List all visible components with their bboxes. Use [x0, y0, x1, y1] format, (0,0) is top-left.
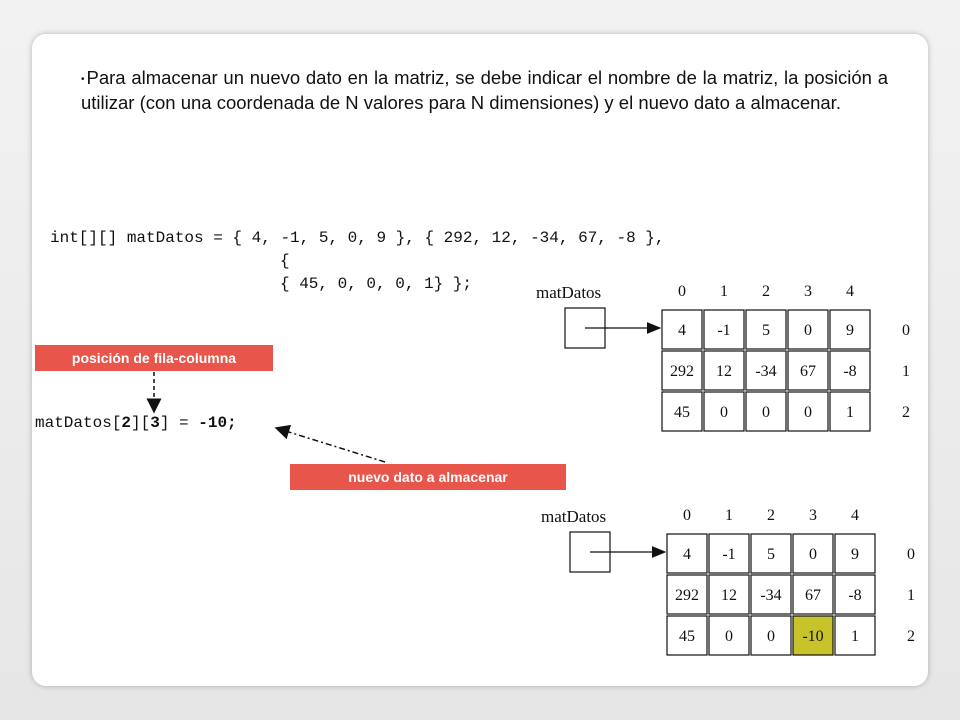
assign-prefix: matDatos[	[35, 414, 122, 432]
matrix-cell-r0-c1	[709, 534, 749, 573]
matrix-cell-r2-c2	[751, 616, 791, 655]
matrix-cell-r1-c0	[662, 351, 702, 390]
svg-text:67: 67	[800, 363, 816, 380]
matrix-cell-r2-c3	[793, 616, 833, 655]
matrix-cell-r1-c3	[793, 575, 833, 614]
matrix-cell-r1-c1	[704, 351, 744, 390]
matrix-cell-r1-c4	[835, 575, 875, 614]
matrix-cell-r2-c1	[709, 616, 749, 655]
row-header-0: 0	[907, 546, 915, 563]
row-header-1: 1	[902, 363, 910, 380]
svg-text:-10: -10	[802, 628, 824, 645]
new-value-arrow	[276, 428, 385, 462]
matrix-cell-r0-c3	[788, 310, 828, 349]
column-header-4: 4	[846, 283, 854, 300]
matrix-cell-r1-c1	[709, 575, 749, 614]
svg-text:-34: -34	[755, 363, 777, 380]
matrix-cell-r1-c2	[751, 575, 791, 614]
assign-row-index: 2	[121, 414, 132, 432]
matrix-cell-r2-c1	[704, 392, 744, 431]
matrix-cell-r1-c2	[746, 351, 786, 390]
matrix-cell-r0-c0	[667, 534, 707, 573]
matrix-cell-r0-c1	[704, 310, 744, 349]
matrix-cell-r1-c0	[667, 575, 707, 614]
column-header-3: 3	[809, 507, 817, 524]
assign-col-index: 3	[150, 414, 160, 432]
svg-text:-34: -34	[760, 587, 782, 604]
column-header-1: 1	[725, 507, 733, 524]
row-header-2: 2	[907, 628, 915, 645]
svg-text:0: 0	[767, 628, 775, 645]
column-header-0: 0	[683, 507, 691, 524]
matrix-diagram-top	[530, 278, 930, 438]
matrix-diagram-bottom	[535, 502, 935, 662]
svg-text:9: 9	[846, 322, 854, 339]
matrix-cell-r2-c2	[746, 392, 786, 431]
matrix-cell-r0-c4	[835, 534, 875, 573]
svg-text:45: 45	[674, 404, 690, 421]
assign-suffix: ] =	[159, 414, 199, 432]
svg-text:4: 4	[683, 546, 691, 563]
column-header-2: 2	[762, 283, 770, 300]
matrix-name-label: matDatos	[541, 507, 607, 526]
svg-text:9: 9	[851, 546, 859, 563]
assign-value: -10;	[198, 414, 237, 432]
svg-text:0: 0	[762, 404, 770, 421]
svg-text:5: 5	[767, 546, 775, 563]
svg-text:5: 5	[762, 322, 770, 339]
row-header-1: 1	[907, 587, 915, 604]
code-line-3: { 45, 0, 0, 0, 1} };	[280, 275, 473, 293]
position-label: posición de fila-columna	[35, 345, 273, 371]
svg-text:292: 292	[670, 363, 694, 380]
svg-text:0: 0	[720, 404, 728, 421]
paragraph-text: Para almacenar un nuevo dato en la matriz, se debe indicar el nombre de la matriz, la posición a utilizar (con una coordenada de N valores para N dimensiones) y el nuevo dato a almacenar.	[81, 67, 888, 113]
svg-text:45: 45	[679, 628, 695, 645]
svg-text:1: 1	[851, 628, 859, 645]
svg-text:4: 4	[678, 322, 686, 339]
matrix-cell-r1-c3	[788, 351, 828, 390]
matrix-cell-r0-c2	[746, 310, 786, 349]
matrix-name-label: matDatos	[536, 283, 602, 302]
matrix-cell-r2-c0	[662, 392, 702, 431]
row-header-0: 0	[902, 322, 910, 339]
svg-text:1: 1	[846, 404, 854, 421]
column-header-3: 3	[804, 283, 812, 300]
svg-text:12: 12	[721, 587, 737, 604]
matrix-cell-r2-c0	[667, 616, 707, 655]
matrix-cell-r0-c0	[662, 310, 702, 349]
svg-text:-8: -8	[843, 363, 857, 380]
svg-text:-8: -8	[848, 587, 862, 604]
new-value-label: nuevo dato a almacenar	[290, 464, 566, 490]
matrix-cell-r0-c4	[830, 310, 870, 349]
code-line-1: int[][] matDatos = { 4, -1, 5, 0, 9 }, { 292, 12, -34, 67, -8 },	[50, 229, 665, 247]
svg-text:0: 0	[809, 546, 817, 563]
svg-text:0: 0	[804, 322, 812, 339]
svg-text:-1: -1	[717, 322, 731, 339]
matrix-cell-r1-c4	[830, 351, 870, 390]
svg-text:67: 67	[805, 587, 821, 604]
code-line-2: {	[280, 252, 290, 270]
matrix-cell-r2-c4	[830, 392, 870, 431]
svg-text:12: 12	[716, 363, 732, 380]
column-header-1: 1	[720, 283, 728, 300]
svg-text:-1: -1	[722, 546, 736, 563]
row-header-2: 2	[902, 404, 910, 421]
matrix-cell-r0-c2	[751, 534, 791, 573]
matrix-cell-r2-c4	[835, 616, 875, 655]
matrix-cell-r2-c3	[788, 392, 828, 431]
column-header-2: 2	[767, 507, 775, 524]
assign-mid: ][	[131, 414, 151, 432]
matrix-cell-r0-c3	[793, 534, 833, 573]
svg-text:0: 0	[804, 404, 812, 421]
column-header-4: 4	[851, 507, 859, 524]
svg-text:0: 0	[725, 628, 733, 645]
column-header-0: 0	[678, 283, 686, 300]
svg-text:292: 292	[675, 587, 699, 604]
bullet-icon: •	[81, 74, 85, 85]
